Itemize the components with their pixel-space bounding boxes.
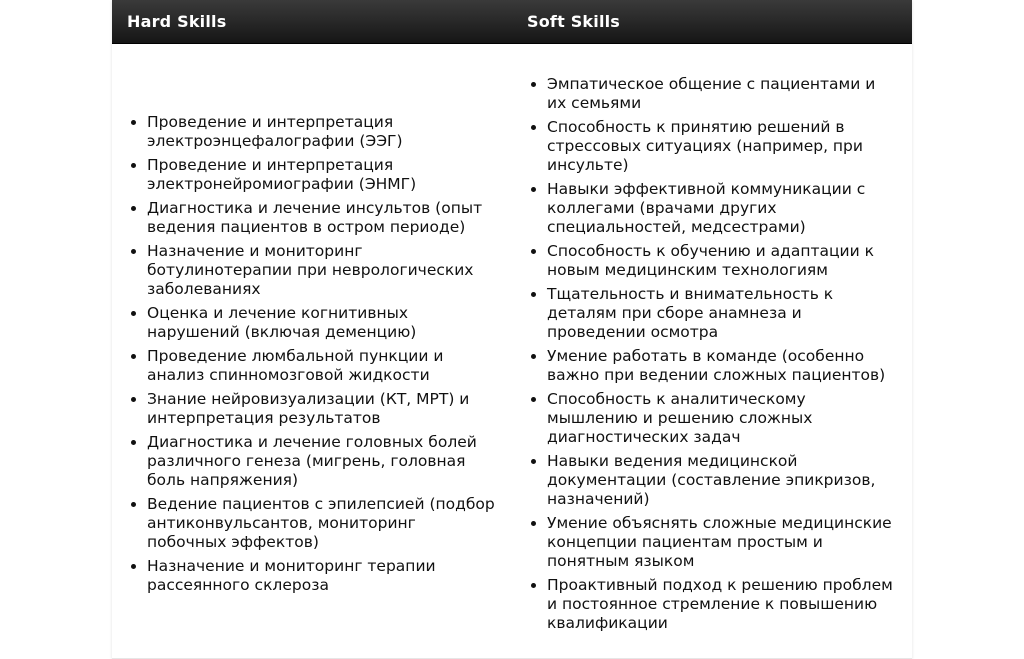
list-item: • Эмпатическое общение с пациентами и их семьями <box>547 75 898 113</box>
list-item: • Назначение и мониторинг терапии рассеянного склероза <box>147 557 498 595</box>
list-item: • Способность к принятию решений в стрессовых ситуациях (например, при инсульте) <box>547 118 898 175</box>
list-item: • Тщательность и внимательность к деталям при сборе анамнеза и проведении осмотра <box>547 285 898 342</box>
soft-skills-column <box>512 44 912 658</box>
list-item: • Проведение и интерпретация электронейромиографии (ЭНМГ) <box>147 156 498 194</box>
hard-skills-header: Hard Skills <box>127 12 227 31</box>
list-item: • Знание нейровизуализации (КТ, МРТ) и интерпретация результатов <box>147 390 498 428</box>
list-item: • Оценка и лечение когнитивных нарушений (включая деменцию) <box>147 304 498 342</box>
soft-skills-header: Soft Skills <box>527 12 621 31</box>
list-item: • Умение объяснять сложные медицинские концепции пациентам простым и понятным языком <box>547 514 898 571</box>
list-item: • Ведение пациентов с эпилепсией (подбор антиконвульсантов, мониторинг побочных эффектов) <box>147 495 498 552</box>
list-item: • Навыки ведения медицинской документации (составление эпикризов, назначений) <box>547 452 898 509</box>
list-item: • Проведение люмбальной пункции и анализ спинномозговой жидкости <box>147 347 498 385</box>
list-item: • Способность к аналитическому мышлению и решению сложных диагностических задач <box>547 390 898 447</box>
list-item: • Назначение и мониторинг ботулинотерапии при неврологических заболеваниях <box>147 242 498 299</box>
list-item: • Проведение и интерпретация электроэнцефалографии (ЭЭГ) <box>147 113 498 151</box>
table-header <box>112 0 912 44</box>
skills-table <box>112 0 912 659</box>
hard-skills-list <box>112 113 512 600</box>
list-item: • Диагностика и лечение головных болей различного генеза (мигрень, головная боль напряжения) <box>147 433 498 490</box>
list-item: • Умение работать в команде (особенно важно при ведении сложных пациентов) <box>547 347 898 385</box>
list-item: • Диагностика и лечение инсультов (опыт ведения пациентов в остром периоде) <box>147 199 498 237</box>
list-item: • Проактивный подход к решению проблем и постоянное стремление к повышению квалификации <box>547 576 898 633</box>
hard-skills-column <box>112 44 512 658</box>
soft-skills-list <box>512 75 912 638</box>
list-item: • Способность к обучению и адаптации к новым медицинским технологиям <box>547 242 898 280</box>
list-item: • Навыки эффективной коммуникации с коллегами (врачами других специальностей, медсестрами) <box>547 180 898 237</box>
table-body <box>112 44 912 658</box>
